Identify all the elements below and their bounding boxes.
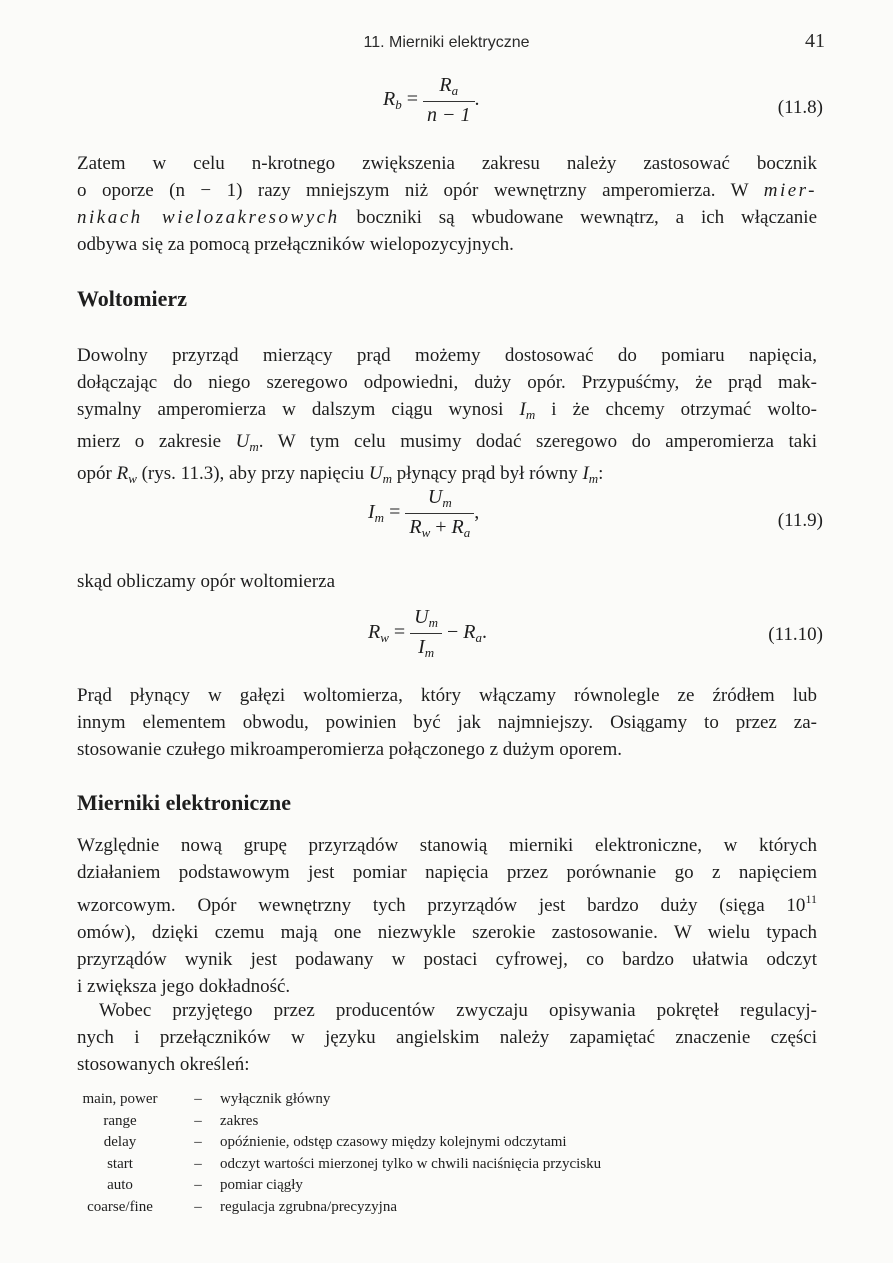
paragraph-electronic-meters: Względnie nową grupę przyrządów stanowią mierniki elektroniczne, w których działaniem podstawowym jest pomiar napięcia przez porównanie go z napięciem wzorcowym. Opór wewnętrzny tych przyrządów jest bardzo duży (sięga $10^{11}$ omów), dzięki czemu mają one niezwykle szerokie zastosowanie. W wielu typach przyrządów wynik jest podawany w postaci cyfrowej, co bardzo ułatwia odczyt i zwiększa jego dokładność.	[77, 835, 817, 997]
fraction: $\frac{U_m}{I_m}$	[410, 606, 442, 661]
fraction: $\frac{R_a}{n - 1}$	[423, 74, 475, 127]
paragraph-voltmeter: Dowolny przyrząd mierzący prąd możemy dostosować do pomiaru napięcia, dołączając do niego szeregowo odpowiedni, duży opór. Przypuśćmy, że prąd mak- symalny amperomierza w dalszym ciągu wynosi $I_m$ i że chcemy otrzymać wolto- mierz o zakresie $U_m$. W tym celu musimy dodać szeregowo do amperomierza taki opór $R_w$ (rys. 11.3), aby przy napięciu $U_m$ płynący prąd był równy $I_m$:	[77, 345, 818, 486]
equation-number-11-8: (11.8)	[777, 97, 823, 118]
glossary-row: range – zakres	[103, 1112, 259, 1129]
equation-11-9: $I_m$ = $\frac{U_m}{R_w + R_a}$ ,	[368, 486, 480, 540]
equation-11-10: $R_w$ = $\frac{U_m}{I_m}$ − $R_a$.	[368, 606, 488, 660]
paragraph-derivation: skąd obliczamy opór woltomierza	[77, 571, 336, 592]
glossary-row: delay – opóźnienie, odstęp czasowy między kolejnymi odczytami	[103, 1134, 567, 1150]
running-title: 11. Mierniki elektryczne	[363, 34, 530, 51]
glossary-list	[64, 1089, 764, 1218]
fraction: $\frac{U_m}{R_w + R_a}$	[405, 486, 474, 541]
paragraph-shunt: Zatem w celu n-krotnego zwiększenia zakresu należy zastosować bocznik o oporze (n − 1) razy mniejszym niż opór wewnętrzny amperomierza. W mier- nikach wielozakresowych boczniki są wbudowane wewnątrz, a ich włączanie odbywa się za pomocą przełączników wielopozycyjnych.	[77, 153, 818, 255]
glossary-row: main, power – wyłącznik główny	[82, 1091, 331, 1107]
glossary-row: auto – pomiar ciągły	[107, 1177, 303, 1193]
equation-11-8: $R_b$ = $\frac{R_a}{n - 1}$ .	[383, 74, 480, 126]
glossary-row: coarse/fine – regulacja zgrubna/precyzyjna	[87, 1198, 397, 1215]
paragraph-microammeter: Prąd płynący w gałęzi woltomierza, który włączamy równolegle ze źródłem lub innym elementem obwodu, powinien być jak najmniejszy. Osiągamy to przez za- stosowanie czułego mikroamperomierza połączonego z dużym oporem.	[77, 685, 817, 760]
equation-number-11-10: (11.10)	[768, 624, 823, 645]
section-heading-woltomierz: Woltomierz	[77, 286, 187, 311]
glossary-row: start – odczyt wartości mierzonej tylko w chwili naciśnięcia przycisku	[107, 1155, 602, 1172]
paragraph-glossary-intro: Wobec przyjętego przez producentów zwyczaju opisywania pokręteł regulacyj- nych i przełączników w języku angielskim należy zapamiętać znaczenie części stosowanych określeń:	[77, 1000, 817, 1075]
section-heading-mierniki-elektroniczne: Mierniki elektroniczne	[77, 790, 292, 815]
page-number: 41	[805, 30, 825, 52]
equation-number-11-9: (11.9)	[777, 510, 823, 531]
